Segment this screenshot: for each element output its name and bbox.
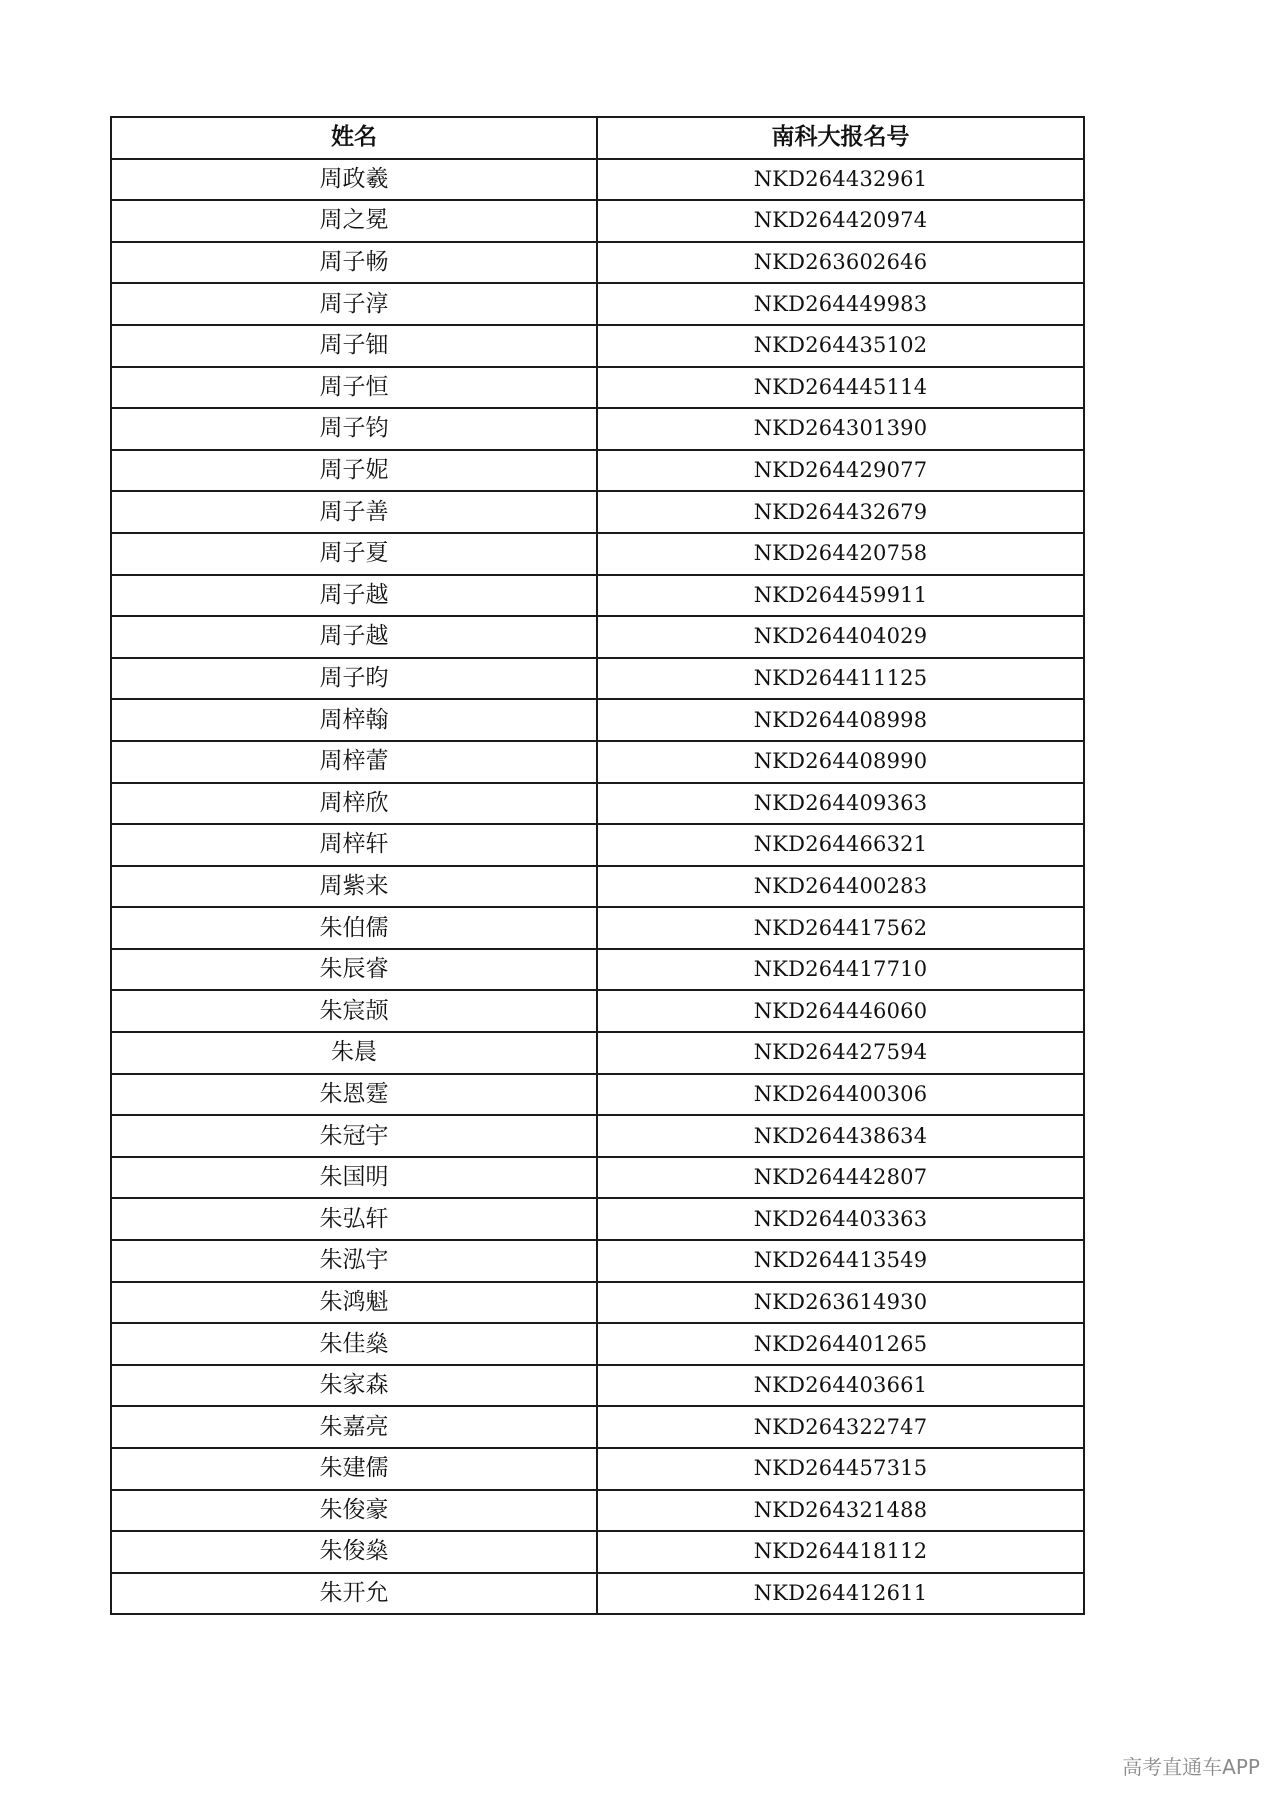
student-name-cell: 朱鸿魁 [111,1282,597,1324]
registration-number-cell: NKD263602646 [597,242,1084,284]
table-row [111,1490,1084,1532]
table-row [111,242,1084,284]
registration-number-cell: NKD264420974 [597,200,1084,242]
registration-number-cell: NKD264432679 [597,491,1084,533]
student-name-cell: 周梓蕾 [111,741,597,783]
table-row [111,1198,1084,1240]
student-name-cell: 朱弘轩 [111,1198,597,1240]
student-name-cell: 朱开允 [111,1573,597,1615]
table-row [111,658,1084,700]
student-name-cell: 朱宸颉 [111,990,597,1032]
table-row [111,283,1084,325]
table-row [111,990,1084,1032]
table-row [111,1240,1084,1282]
table-row [111,1074,1084,1116]
registration-number-cell: NKD264301390 [597,408,1084,450]
watermark: 高考直通车APP [1122,1755,1260,1779]
registration-number-cell: NKD264403363 [597,1198,1084,1240]
table-row [111,1365,1084,1407]
registration-number-cell: NKD264401265 [597,1323,1084,1365]
table-row [111,491,1084,533]
table-row [111,699,1084,741]
header-row [111,117,1084,159]
student-name-cell: 周子善 [111,491,597,533]
student-name-cell: 朱建儒 [111,1448,597,1490]
table-row [111,783,1084,825]
student-name-cell: 周子恒 [111,367,597,409]
registration-number-cell: NKD264435102 [597,325,1084,367]
table-row [111,1573,1084,1615]
registration-number-cell: NKD264400283 [597,866,1084,908]
registration-number-cell: NKD264429077 [597,450,1084,492]
student-name-cell: 朱佳燊 [111,1323,597,1365]
registration-number-cell: NKD264446060 [597,990,1084,1032]
student-name-cell: 周之冕 [111,200,597,242]
student-name-cell: 周梓翰 [111,699,597,741]
table-row [111,949,1084,991]
registration-number-cell: NKD264321488 [597,1490,1084,1532]
registration-number-cell: NKD264408990 [597,741,1084,783]
registration-number-cell: NKD264404029 [597,616,1084,658]
table-row [111,533,1084,575]
student-name-cell: 周子畅 [111,242,597,284]
registration-number-cell: NKD264412611 [597,1573,1084,1615]
student-name-cell: 周紫来 [111,866,597,908]
student-name-cell: 周梓欣 [111,783,597,825]
roster-table [110,116,1085,1615]
student-name-cell: 周子淳 [111,283,597,325]
table-row [111,824,1084,866]
registration-number-cell: NKD264466321 [597,824,1084,866]
table-row [111,159,1084,201]
table-row [111,907,1084,949]
student-name-cell: 周子越 [111,616,597,658]
table-row [111,200,1084,242]
table-row [111,1531,1084,1573]
student-name-cell: 周子昀 [111,658,597,700]
registration-number-cell: NKD264449983 [597,283,1084,325]
roster-body [111,159,1084,1615]
student-name-cell: 周子钧 [111,408,597,450]
student-name-cell: 周子钿 [111,325,597,367]
registration-number-cell: NKD264403661 [597,1365,1084,1407]
student-name-cell: 朱家森 [111,1365,597,1407]
registration-number-cell: NKD264400306 [597,1074,1084,1116]
table-row [111,1115,1084,1157]
registration-number-cell: NKD264408998 [597,699,1084,741]
student-name-cell: 周子越 [111,575,597,617]
table-row [111,450,1084,492]
registration-number-cell: NKD264409363 [597,783,1084,825]
table-row [111,1448,1084,1490]
table-row [111,741,1084,783]
table-row [111,866,1084,908]
registration-number-cell: NKD264459911 [597,575,1084,617]
student-name-cell: 朱恩霆 [111,1074,597,1116]
table-row [111,1032,1084,1074]
student-name-cell: 朱冠宇 [111,1115,597,1157]
registration-number-cell: NKD264417562 [597,907,1084,949]
registration-number-cell: NKD264438634 [597,1115,1084,1157]
student-name-cell: 朱辰睿 [111,949,597,991]
registration-number-column-header: 南科大报名号 [597,117,1084,159]
registration-number-cell: NKD264427594 [597,1032,1084,1074]
student-name-cell: 朱伯儒 [111,907,597,949]
student-name-cell: 周子夏 [111,533,597,575]
table-row [111,575,1084,617]
table-row [111,616,1084,658]
student-name-cell: 朱俊豪 [111,1490,597,1532]
student-name-cell: 朱国明 [111,1157,597,1199]
table-row [111,1323,1084,1365]
student-name-cell: 周子妮 [111,450,597,492]
registration-number-cell: NKD264413549 [597,1240,1084,1282]
table-row [111,325,1084,367]
name-column-header: 姓名 [111,117,597,159]
student-name-cell: 朱泓宇 [111,1240,597,1282]
table-row [111,1406,1084,1448]
student-name-cell: 朱俊燊 [111,1531,597,1573]
table-row [111,1282,1084,1324]
registration-number-cell: NKD263614930 [597,1282,1084,1324]
registration-number-cell: NKD264411125 [597,658,1084,700]
student-name-cell: 朱晨 [111,1032,597,1074]
student-name-cell: 周政羲 [111,159,597,201]
registration-number-cell: NKD264420758 [597,533,1084,575]
student-name-cell: 周梓轩 [111,824,597,866]
table-row [111,1157,1084,1199]
registration-number-cell: NKD264432961 [597,159,1084,201]
registration-number-cell: NKD264442807 [597,1157,1084,1199]
student-name-cell: 朱嘉亮 [111,1406,597,1448]
registration-number-cell: NKD264445114 [597,367,1084,409]
registration-number-cell: NKD264322747 [597,1406,1084,1448]
registration-number-cell: NKD264418112 [597,1531,1084,1573]
registration-number-cell: NKD264457315 [597,1448,1084,1490]
registration-number-cell: NKD264417710 [597,949,1084,991]
table-row [111,367,1084,409]
table-row [111,408,1084,450]
